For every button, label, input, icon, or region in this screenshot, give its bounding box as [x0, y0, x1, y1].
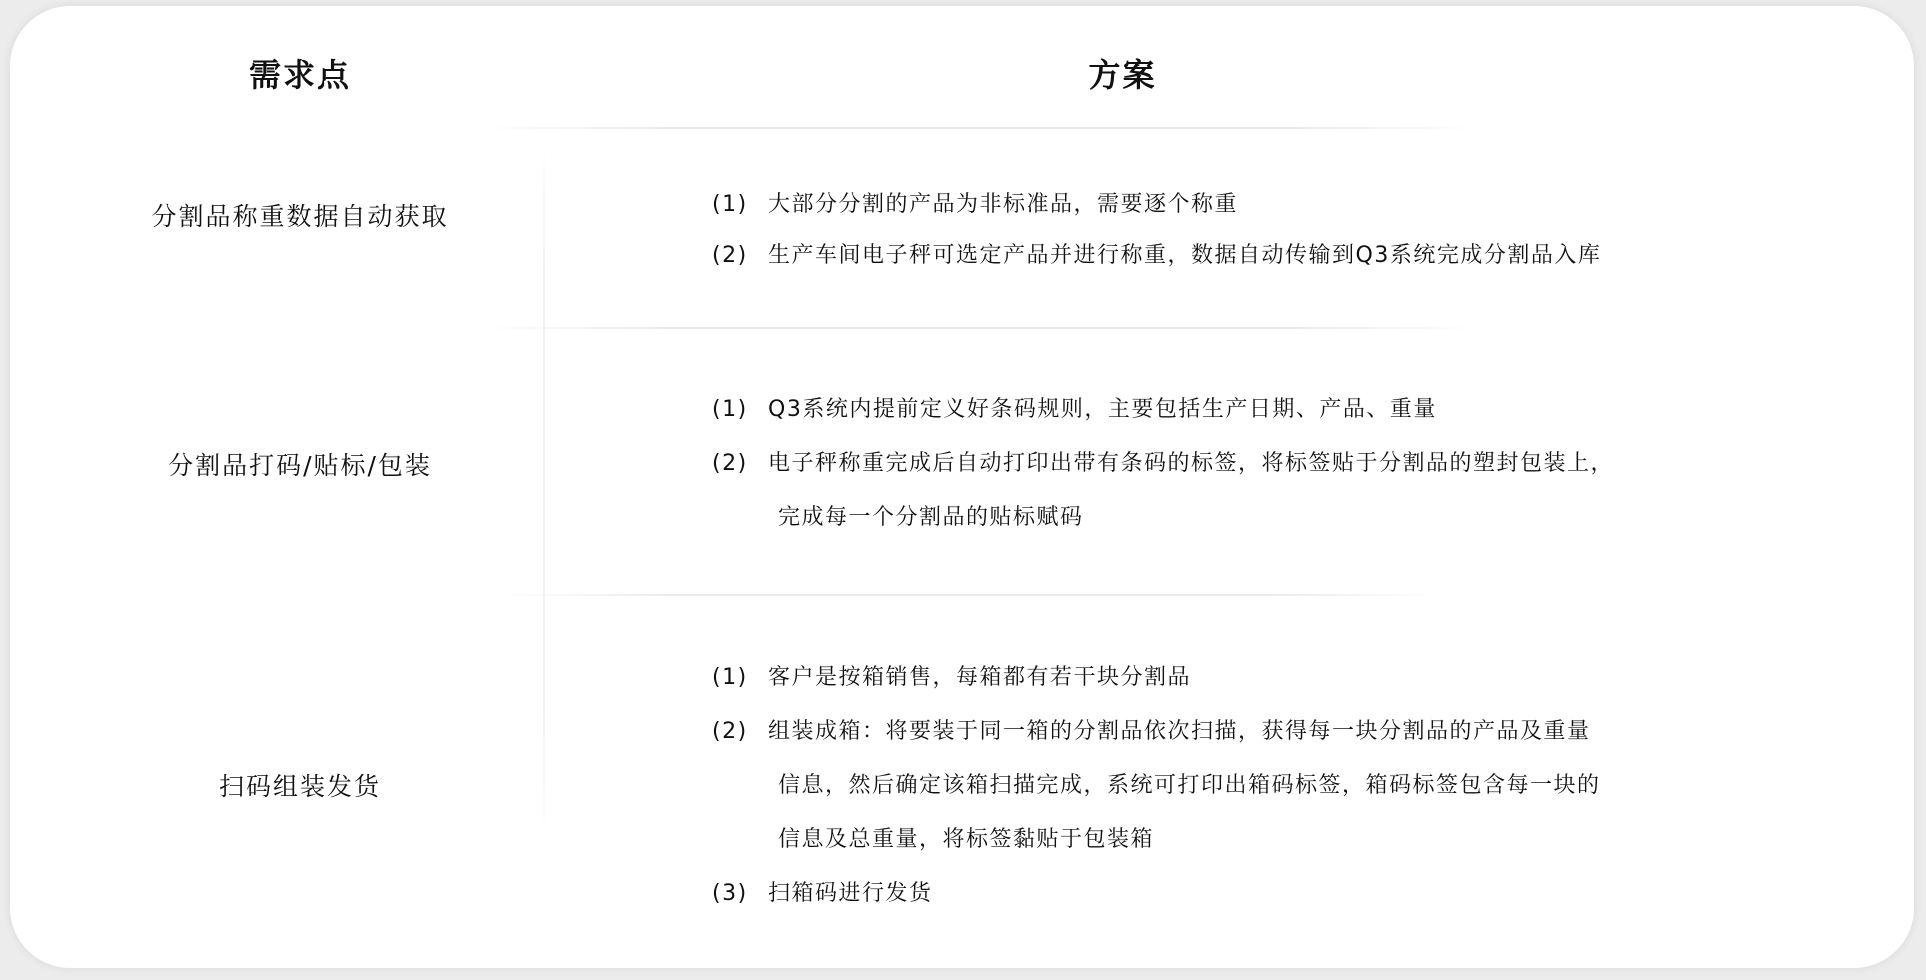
item-number: (1): [712, 665, 748, 690]
requirement-weighing: 分割品称重数据自动获取: [151, 202, 449, 231]
header-divider: [480, 127, 1480, 129]
item-number: (2): [712, 719, 748, 744]
item-text: Q3系统内提前定义好条码规则，主要包括生产日期、产品、重量: [768, 397, 1437, 422]
solution-column-header: 方案: [1088, 56, 1157, 94]
item-number: (2): [712, 243, 748, 268]
item-number: (1): [712, 397, 748, 422]
solution-item: [712, 714, 1591, 745]
item-text: 大部分分割的产品为非标准品，需要逐个称重: [768, 192, 1239, 217]
item-text-continuation: 信息，然后确定该箱扫描完成，系统可打印出箱码标签，箱码标签包含每一块的: [778, 773, 1601, 798]
item-text-continuation: 信息及总重量，将标签黏贴于包装箱: [778, 827, 1155, 852]
item-text: 电子秤称重完成后自动打印出带有条码的标签，将标签贴于分割品的塑封包装上，: [768, 451, 1615, 476]
solution-item: [712, 660, 1191, 691]
column-divider: [543, 140, 545, 840]
item-number: (1): [712, 192, 748, 217]
item-text: 客户是按箱销售，每箱都有若干块分割品: [768, 665, 1192, 690]
requirement-labeling: 分割品打码/贴标/包装: [168, 451, 432, 480]
item-text: 生产车间电子秤可选定产品并进行称重，数据自动传输到Q3系统完成分割品入库: [768, 243, 1602, 268]
item-text-continuation: 完成每一个分割品的贴标赋码: [778, 505, 1084, 530]
item-number: (2): [712, 451, 748, 476]
solution-item: [712, 392, 1437, 423]
requirement-column-header: 需求点: [248, 56, 351, 94]
solution-item: [712, 446, 1614, 477]
item-number: (3): [712, 881, 748, 906]
solution-item: [712, 876, 933, 907]
solution-item: [712, 187, 1238, 218]
solution-item: [712, 238, 1601, 269]
item-text: 扫箱码进行发货: [768, 881, 933, 906]
requirement-shipping: 扫码组装发货: [218, 772, 381, 801]
row-divider: [500, 594, 1440, 596]
item-text: 组装成箱：将要装于同一箱的分割品依次扫描，获得每一块分割品的产品及重量: [768, 719, 1591, 744]
row-divider: [480, 327, 1480, 329]
